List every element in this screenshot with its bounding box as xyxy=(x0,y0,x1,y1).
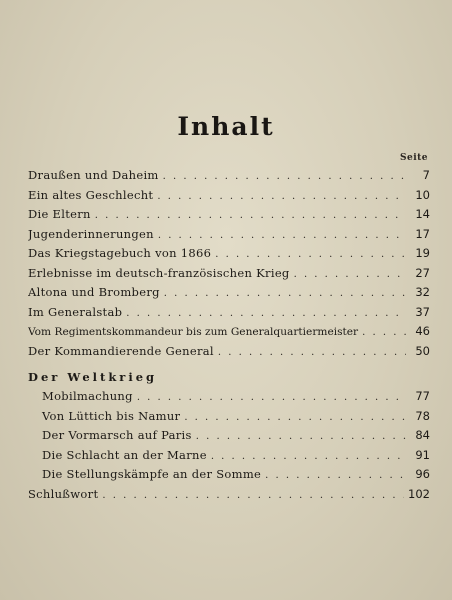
toc-entry xyxy=(28,283,430,303)
toc-entry-label: Das Kriegstagebuch von 1866 xyxy=(28,246,212,260)
toc-entry xyxy=(28,205,430,225)
toc-entry xyxy=(28,342,430,362)
dot-leader xyxy=(218,343,406,362)
dot-leader xyxy=(184,408,406,427)
toc-entry xyxy=(28,186,430,206)
toc-entry xyxy=(28,303,430,323)
dot-leader xyxy=(157,187,406,206)
toc-entry xyxy=(28,407,430,427)
dot-leader xyxy=(294,265,406,284)
toc-entry-label: Im Generalstab xyxy=(28,304,123,319)
toc-entry-page: 102 xyxy=(408,486,430,501)
dot-leader xyxy=(196,427,406,446)
toc-entry xyxy=(28,485,430,505)
dot-leader xyxy=(211,447,406,466)
dot-leader xyxy=(137,388,406,407)
toc-entry-page: 17 xyxy=(415,226,430,241)
toc-entry-label: Von Lüttich bis Namur xyxy=(42,408,181,423)
dot-leader xyxy=(126,304,406,323)
toc-entry-label: Altona und Bromberg xyxy=(28,285,160,299)
table-of-contents xyxy=(28,166,430,504)
dot-leader xyxy=(164,284,406,303)
section-heading: Der Weltkrieg xyxy=(28,370,158,384)
toc-entry-page: 96 xyxy=(415,467,430,481)
toc-entry-page: 32 xyxy=(415,285,430,299)
dot-leader xyxy=(362,323,406,342)
toc-entry-page: 91 xyxy=(415,447,430,462)
dot-leader xyxy=(163,167,406,186)
toc-entry-label: Ein altes Geschlecht xyxy=(28,187,154,202)
toc-entry xyxy=(28,225,430,245)
toc-entry-label: Vom Regimentskommandeur bis zum Generalquartiermeister xyxy=(28,326,359,338)
toc-entry-label: Der Vormarsch auf Paris xyxy=(42,428,192,442)
dot-leader xyxy=(158,226,406,245)
toc-entry-page: 7 xyxy=(422,168,430,182)
toc-entry-label: Die Eltern xyxy=(28,207,91,221)
toc-entry-page: 78 xyxy=(415,408,430,423)
toc-entry xyxy=(28,264,430,284)
toc-entry xyxy=(28,446,430,466)
toc-entry xyxy=(28,426,430,446)
toc-entry-page: 19 xyxy=(415,246,430,260)
toc-entry-label: Mobilmachung xyxy=(42,389,133,403)
toc-entry-page: 77 xyxy=(415,389,430,403)
toc-entry-label: Erlebnisse im deutsch-französischen Krieg xyxy=(28,265,290,280)
toc-entry-page: 84 xyxy=(415,428,430,442)
toc-entry-label: Der Kommandierende General xyxy=(28,343,214,358)
toc-entry-label: Die Stellungskämpfe an der Somme xyxy=(42,467,262,481)
toc-entry-page: 50 xyxy=(415,343,430,358)
page-title: Inhalt xyxy=(177,112,275,141)
toc-entry xyxy=(28,322,430,342)
toc-entry xyxy=(28,465,430,485)
toc-entry xyxy=(28,166,430,186)
page-column-header: Seite xyxy=(399,153,428,163)
toc-entry-page: 27 xyxy=(415,265,430,280)
dot-leader xyxy=(102,486,404,505)
dot-leader xyxy=(95,206,406,225)
toc-entry-label: Die Schlacht an der Marne xyxy=(42,447,207,462)
toc-entry-page: 46 xyxy=(415,324,430,338)
toc-entry-label: Draußen und Daheim xyxy=(28,168,159,182)
toc-entry xyxy=(28,387,430,407)
toc-entry-page: 10 xyxy=(415,187,430,202)
dot-leader xyxy=(215,245,406,264)
dot-leader xyxy=(265,466,406,485)
toc-entry-page: 14 xyxy=(415,207,430,221)
toc-entry-label: Schlußwort xyxy=(28,486,99,501)
toc-entry-page: 37 xyxy=(415,304,430,319)
toc-entry-label: Jugenderinnerungen xyxy=(28,226,154,241)
toc-entry xyxy=(28,244,430,264)
